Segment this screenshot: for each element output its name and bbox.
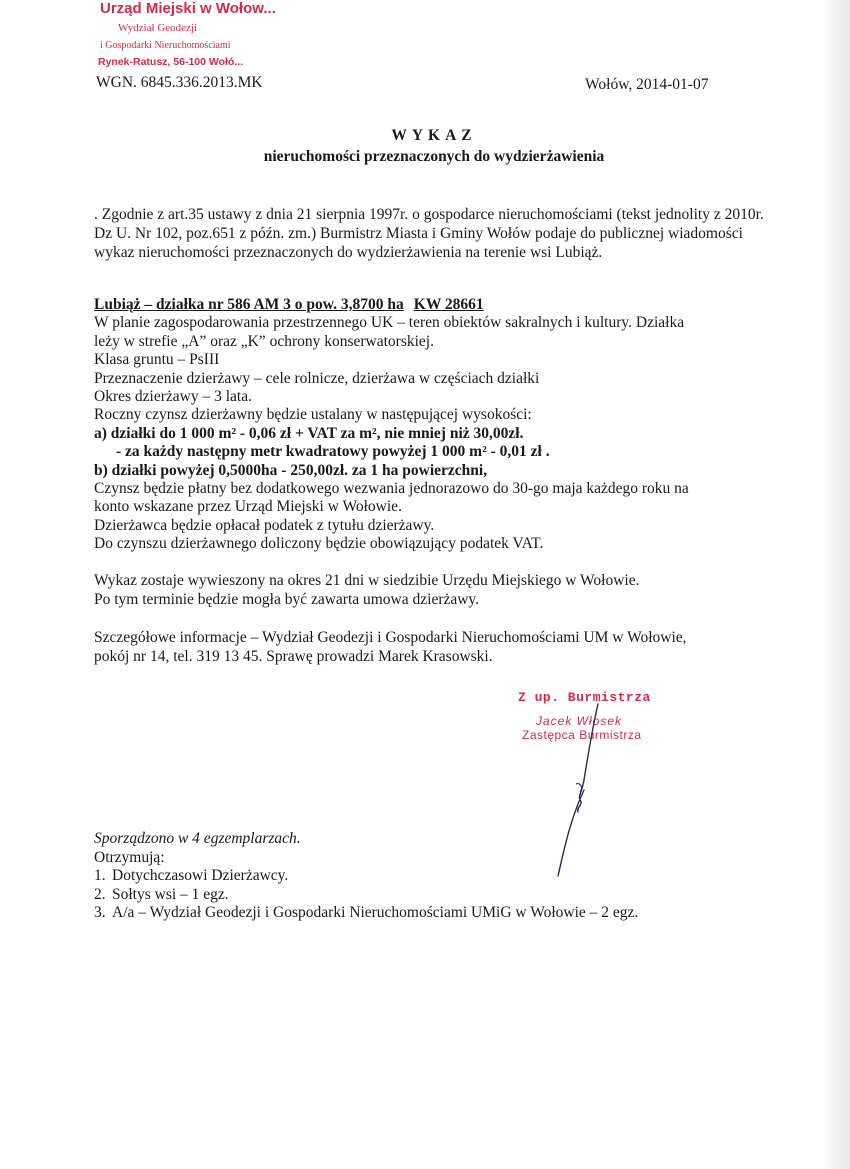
signature-stamp-authority: Z up. Burmistrza (518, 690, 651, 705)
document-title: WYKAZ (391, 127, 477, 144)
recipients-label: Otrzymują: (94, 848, 165, 866)
tax-note: Dzierżawca będzie opłacał podatek z tytułu dzierżawy. (94, 516, 435, 534)
payment-line-2: konto wskazane przez Urząd Miejski w Wołowie. (94, 498, 402, 516)
posting-line-2: Po tym terminie będzie mogła być zawarta umowa dzierżawy. (94, 591, 480, 608)
posting-line-1: Wykaz zostaje wywieszony na okres 21 dni w siedzibie Urzędu Miejskiego w Wołowie. (94, 572, 640, 589)
lease-period: Okres dzierżawy – 3 lata. (94, 388, 252, 406)
list-item: 2. Sołtys wsi – 1 egz. (94, 885, 229, 903)
stamp-department-line2: i Gospodarki Nieruchomościami (100, 40, 231, 51)
vat-note: Do czynszu dzierżawnego doliczony będzie obowiązujący podatek VAT. (94, 535, 544, 553)
payment-line-1: Czynsz będzie płatny bez dodatkowego wezwania jednorazowo do 30-go maja każdego roku na (94, 480, 689, 498)
stamp-department-line1: Wydział Geodezji (118, 22, 198, 34)
property-section (94, 296, 794, 554)
stamp-address: Rynek-Ratusz, 56-100 Wołó... (98, 56, 244, 68)
scan-edge-shadow (822, 0, 850, 1169)
rent-intro: Roczny czynsz dzierżawny będzie ustalany w następującej wysokości: (94, 406, 532, 424)
lease-purpose: Przeznaczenie dzierżawy – cele rolnicze, dzierżawa w częściach działki (94, 369, 540, 387)
copies-note: Sporządzono w 4 egzemplarzach. (94, 830, 301, 847)
distribution-section (94, 830, 794, 923)
signature-stamp-name: Jacek Włosek (536, 714, 623, 728)
recipients-list (94, 867, 794, 923)
reference-number: WGN. 6845.336.2013.MK (96, 74, 263, 91)
property-location: Lubiąż – działka nr 586 AM 3 o pow. 3,8700 ha (94, 296, 404, 313)
intro-paragraph: . Zgodnie z art.35 ustawy z dnia 21 sierpnia 1997r. o gospodarce nieruchomościami (tekst jednolity z 2010r. Dz U. Nr 102, poz.651 z późn. zm.) Burmistrz Miasta i Gminy Wołów podaje do publicznej wiadomości wykaz nieruchomości przeznaczonych do wydzierżawienia na terenie wsi Lubiąż. (94, 206, 764, 262)
stamp-office-name: Urząd Miejski w Wołow... (100, 0, 276, 17)
plan-line-1: W planie zagospodarowania przestrzennego UK – teren obiektów sakralnych i kultury. Działka (94, 314, 685, 332)
rent-option-a-sub: - za każdy następny metr kwadratowy powyżej 1 000 m² - 0,01 zł . (116, 443, 550, 461)
document-subtitle: nieruchomości przeznaczonych do wydzierżawienia (263, 148, 605, 165)
property-heading (94, 296, 794, 314)
posting-notice (94, 571, 794, 609)
plan-line-2: leży w strefie „A” oraz „K” ochrony konserwatorskiej. (94, 332, 434, 350)
contact-info (94, 628, 794, 666)
soil-class: Klasa gruntu – PsIII (94, 351, 220, 369)
list-item: 1. Dotychczasowi Dzierżawcy. (94, 867, 289, 885)
property-kw: KW 28661 (413, 296, 484, 313)
signature-stamp-title: Zastępca Burmistrza (522, 728, 642, 742)
rent-option-a: a) działki do 1 000 m² - 0,06 zł + VAT za m², nie mniej niż 30,00zł. (94, 424, 524, 442)
contact-line-1: Szczegółowe informacje – Wydział Geodezji i Gospodarki Nieruchomościami UM w Wołowie, (94, 629, 687, 646)
contact-line-2: pokój nr 14, tel. 319 13 45. Sprawę prowadzi Marek Krasowski. (94, 648, 493, 665)
rent-option-b: b) działki powyżej 0,5000ha - 250,00zł. za 1 ha powierzchni, (94, 461, 488, 479)
document-date: Wołów, 2014-01-07 (585, 76, 709, 93)
list-item: 3. A/a – Wydział Geodezji i Gospodarki Nieruchomościami UMiG w Wołowie – 2 egz. (94, 904, 639, 922)
